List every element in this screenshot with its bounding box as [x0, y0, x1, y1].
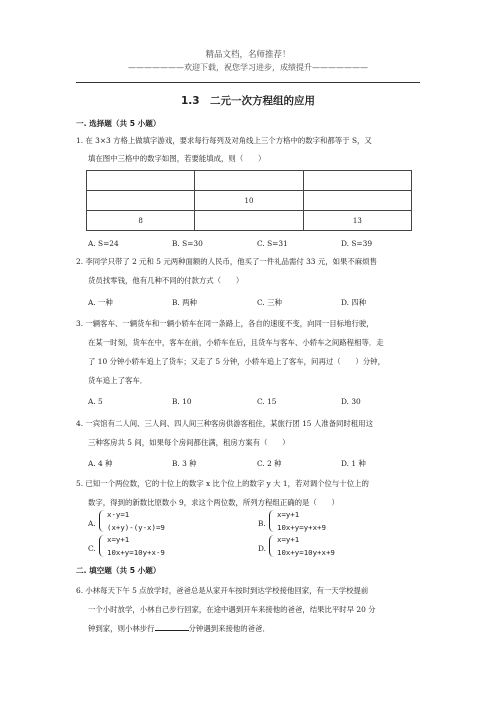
q5-option-d-label: D. — [258, 544, 267, 553]
equation: 10x+y=y+x+9 — [277, 523, 326, 532]
q3-option-c: C. 15 — [257, 397, 277, 406]
q1-text-line2: 填在图中三格中的数字如图，若要能填成，则（ ） — [88, 154, 266, 163]
q4-text-line1: 4. 一宾馆有二人间、三人间、四人间三种客房供游客租住，某旅行团 15 人准备同时租用这 — [76, 419, 373, 428]
q1-option-c: C. S=31 — [257, 239, 288, 248]
q1-text-line1: 1. 在 3×3 方格上做填字游戏，要求每行每列及对角线上三个方格中的数字和都等于 S，又 — [76, 136, 372, 145]
brace-icon — [269, 510, 275, 532]
q1-option-d: D. S=39 — [341, 239, 373, 248]
q3-option-b: B. 10 — [172, 397, 192, 406]
header-line-2: ———————欢迎下载，祝您学习进步，成绩提升——————— — [128, 63, 368, 72]
q6-text-after-blank: 分钟遇到来接他的爸爸． — [188, 624, 270, 633]
equation: x-y=1 — [107, 510, 130, 519]
q6-text-line3 — [88, 623, 270, 634]
q5-option-a-system — [99, 510, 239, 534]
q4-option-c: C. 2 种 — [257, 459, 282, 468]
q5-option-b-system — [269, 510, 409, 534]
grid-cell: 8 — [87, 211, 195, 231]
q3-text-line1: 3. 一辆客车、一辆货车和一辆小轿车在同一条路上，各自的速度不变，向同一目标地行驶， — [76, 319, 374, 328]
header-rule — [76, 82, 420, 83]
q5-option-c-system — [99, 535, 239, 559]
equation: x=y+1 — [277, 535, 300, 544]
grid-cell — [303, 171, 411, 191]
q6-text-line2: 一个小时放学，小林自己步行回家，在途中遇到开车来接他的爸爸，结果比平时早 20 分 — [88, 605, 376, 614]
grid-cell — [87, 171, 195, 191]
grid-cell — [195, 171, 303, 191]
q4-option-b: B. 3 种 — [172, 459, 197, 468]
q5-option-d-system — [269, 535, 409, 559]
q6-text-before-blank: 钟到家，则小林步行 — [88, 624, 155, 633]
q2-text-line2: 货员找零钱，他有几种不同的付款方式（ ） — [88, 276, 244, 285]
q5-option-c-label: C. — [88, 544, 96, 553]
brace-icon — [269, 535, 275, 557]
q4-option-d: D. 1 种 — [341, 459, 366, 468]
q2-option-d: D. 四种 — [341, 298, 367, 307]
q5-text-line2: 数字，得到的新数比原数小 9，求这个两位数，所列方程组正确的是（ ） — [88, 498, 339, 507]
q4-text-line2: 三种客房共 5 间，如果每个房间都住满，租房方案有（ ） — [88, 438, 290, 447]
q3-text-line3: 了 10 分钟小轿车追上了货车；又走了 5 分钟，小轿车追上了客车，问再过（ ）分钟， — [88, 357, 385, 366]
q3-option-d: D. 30 — [341, 397, 361, 406]
equation: x=y+1 — [107, 535, 130, 544]
section-heading-fill: 二. 填空题（共 5 小题） — [76, 566, 161, 575]
q2-text-line1: 2. 李同学只带了 2 元和 5 元两种面额的人民币，他买了一件礼品需付 33 元，如果不麻烦售 — [76, 257, 377, 266]
answer-blank[interactable] — [155, 630, 189, 631]
q3-text-line4: 货车追上了客车． — [88, 376, 148, 385]
equation: 10x+y=10y+x+9 — [277, 548, 335, 557]
equation: x=y+1 — [277, 510, 300, 519]
q1-option-b: B. S=30 — [172, 239, 203, 248]
q3-text-line2: 在某一时刻，货车在中，客车在前，小轿车在后，且货车与客车、小轿车之间路程相等．走 — [88, 338, 384, 347]
q5-option-a-label: A. — [88, 519, 96, 528]
q1-number-grid — [86, 170, 412, 231]
q6-text-line1: 6. 小林每天下午 5 点放学时，爸爸总是从家开车按时到达学校接他回家，有一天学校提前 — [76, 586, 369, 595]
q2-option-a: A. 一种 — [88, 298, 113, 307]
q5-text-line1: 5. 已知一个两位数，它的十位上的数字 x 比个位上的数字 y 大 1，若对调个位与十位上的 — [76, 479, 369, 488]
section-heading-choice: 一. 选择题（共 5 小题） — [76, 119, 161, 128]
header-line-1: 精品文档，名师推荐！ — [205, 50, 291, 60]
q3-option-a: A. 5 — [88, 397, 103, 406]
grid-cell: 10 — [195, 191, 303, 211]
q4-option-a: A. 4 种 — [88, 459, 113, 468]
q2-option-c: C. 三种 — [257, 298, 282, 307]
grid-cell — [87, 191, 195, 211]
grid-cell — [195, 211, 303, 231]
q2-option-b: B. 两种 — [172, 298, 197, 307]
grid-cell: 13 — [303, 211, 411, 231]
q5-option-b-label: B. — [258, 519, 266, 528]
equation: 10x+y=10y+x-9 — [107, 548, 165, 557]
equation: (x+y)-(y-x)=9 — [107, 523, 165, 532]
grid-cell — [303, 191, 411, 211]
page-title: 1.3 二元一次方程组的应用 — [180, 95, 316, 107]
q1-option-a: A. S=24 — [88, 239, 119, 248]
brace-icon — [99, 510, 105, 532]
brace-icon — [99, 535, 105, 557]
